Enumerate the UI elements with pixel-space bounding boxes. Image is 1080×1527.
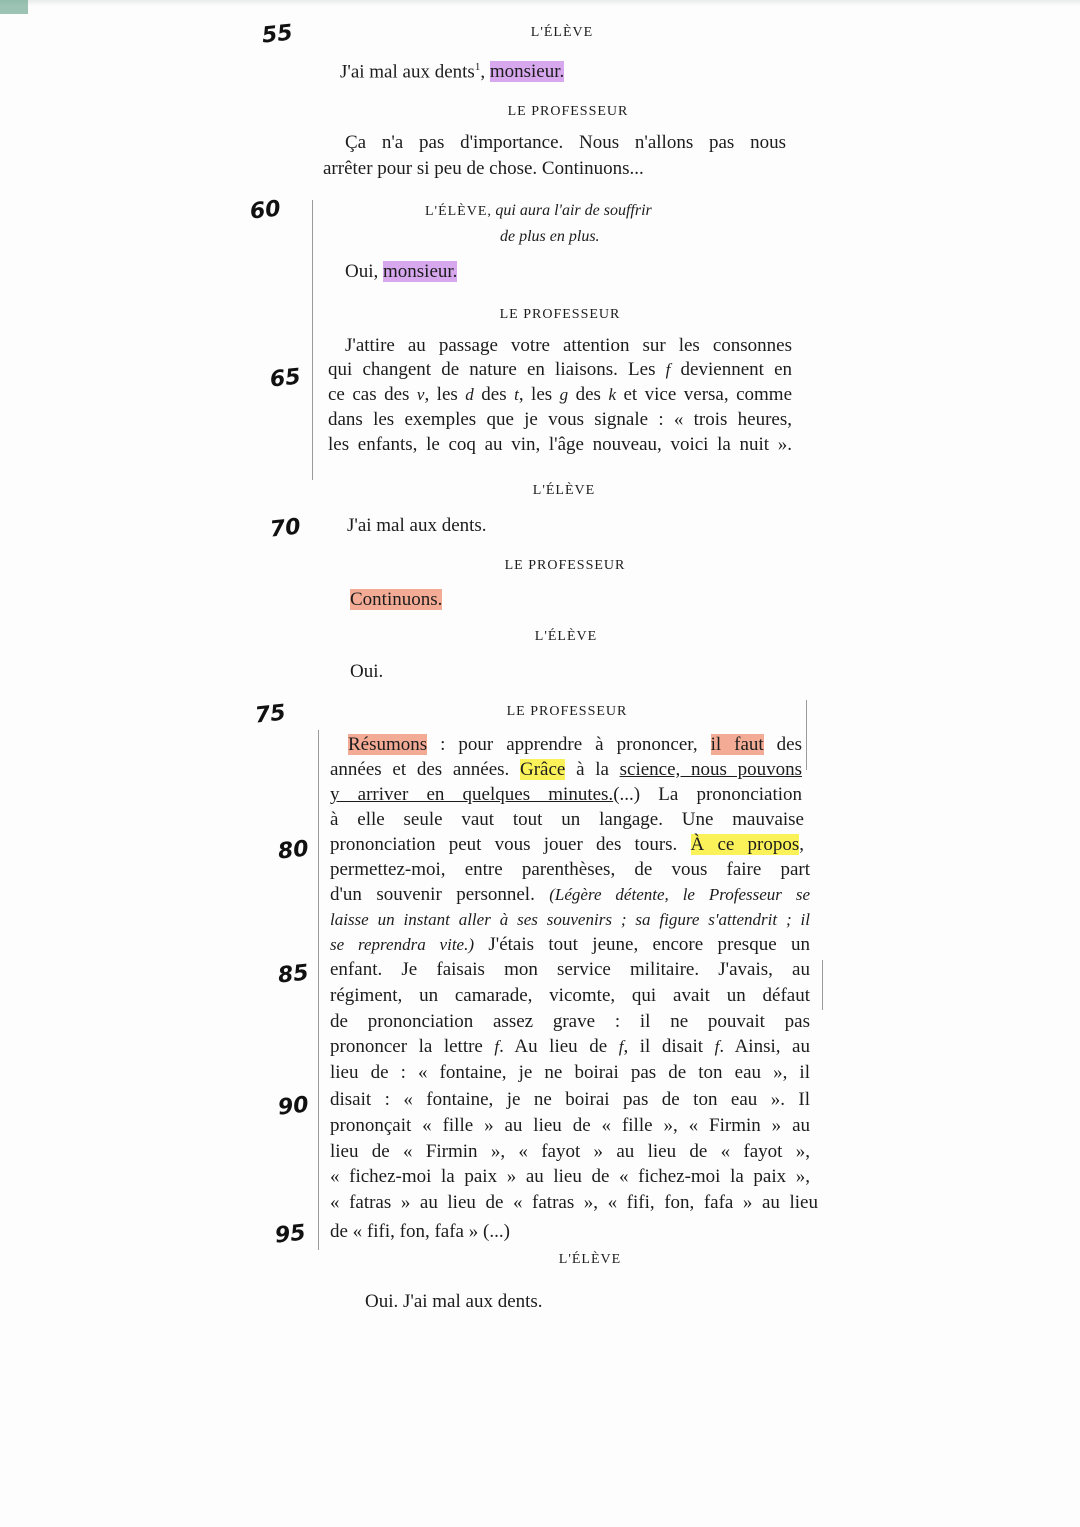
- margin-line: [822, 960, 823, 1010]
- text-line: [330, 984, 810, 1008]
- text-line: [330, 1114, 810, 1138]
- text-segment: dans les exemples que je vous signale : « trois heures,: [328, 409, 792, 430]
- text-line: [350, 588, 442, 612]
- text-segment: des: [763, 734, 802, 755]
- text-line: [328, 433, 792, 457]
- text-line: [330, 1088, 810, 1112]
- text-line: [345, 334, 792, 358]
- text-segment: lieu de « Firmin », « fayot » au lieu de « fayot »,: [330, 1141, 810, 1162]
- highlighted-text: monsieur.: [383, 261, 458, 282]
- text-line: [330, 1035, 810, 1059]
- scan-edge-corner: [0, 0, 28, 14]
- line-number: 75: [253, 700, 287, 729]
- text-line: [330, 958, 810, 982]
- text-segment: et vice versa, comme: [615, 384, 793, 405]
- speaker-heading: L'ÉLÈVE: [558, 1252, 622, 1267]
- text-line: [328, 408, 792, 432]
- text-segment: disait : « fontaine, je ne boirai pas de ton eau ». Il: [330, 1089, 810, 1110]
- speaker-heading: L'ÉLÈVE: [534, 629, 598, 644]
- text-segment: prononciation peut vous jouer des tours.: [330, 834, 691, 855]
- text-segment: Oui,: [345, 261, 383, 282]
- text-segment: Ça n'a pas d'importance. Nous n'allons pas nous: [345, 132, 786, 153]
- text-line: [330, 1191, 818, 1215]
- text-segment: (Légère détente, le Professeur se: [549, 885, 811, 904]
- line-number: 55: [260, 20, 294, 49]
- text-segment: . Au lieu de: [499, 1036, 619, 1057]
- text-segment: , les: [518, 384, 560, 405]
- text-segment: g: [559, 385, 569, 404]
- text-segment: lieu de : « fontaine, je ne boirai pas de ton eau », il: [330, 1062, 810, 1083]
- footnote-marker: 1: [474, 61, 481, 73]
- margin-line: [318, 730, 319, 1250]
- text-segment: f: [665, 360, 671, 379]
- text-segment: Oui. J'ai mal aux dents.: [365, 1291, 543, 1312]
- text-segment: à elle seule vaut tout un langage. Une mauvaise: [330, 809, 804, 830]
- underlined-text: y arriver en quelques minutes.: [330, 784, 614, 805]
- text-segment: régiment, un camarade, vicomte, qui avait un défaut: [330, 985, 810, 1006]
- text-segment: enfant. Je faisais mon service militaire. J'avais, au: [330, 959, 810, 980]
- text-segment: d: [465, 385, 474, 404]
- text-segment: « fatras » au lieu de « fatras », « fifi, fon, fafa » au lieu: [330, 1192, 818, 1213]
- speaker-heading: LE PROFESSEUR: [499, 307, 621, 322]
- text-line: [347, 514, 487, 538]
- text-segment: Oui.: [350, 661, 384, 682]
- text-segment: J'étais tout jeune, encore presque un: [474, 934, 810, 955]
- text-line: [330, 758, 802, 782]
- speaker-heading: L'ÉLÈVE: [530, 25, 594, 40]
- line-number: 65: [268, 364, 302, 393]
- highlighted-text: Grâce: [520, 759, 566, 780]
- speaker-heading: L'ÉLÈVE: [532, 483, 596, 498]
- scan-edge: [0, 0, 1080, 6]
- highlighted-text: Continuons.: [350, 589, 443, 610]
- margin-line: [806, 700, 807, 770]
- text-segment: permettez-moi, entre parenthèses, de vous faire part: [330, 859, 810, 880]
- highlighted-text: Résumons: [348, 734, 428, 755]
- text-line: [365, 1290, 543, 1314]
- text-line: [330, 783, 802, 807]
- text-segment: . Ainsi, au: [719, 1036, 810, 1057]
- text-line: [330, 833, 804, 857]
- text-line: [328, 358, 792, 382]
- line-number: 85: [276, 960, 310, 989]
- text-segment: arrêter pour si peu de chose. Continuons...: [323, 158, 644, 179]
- speaker-name: L'ÉLÈVE,: [425, 204, 492, 219]
- stage-direction: [425, 202, 652, 220]
- line-number: 90: [276, 1092, 310, 1121]
- text-segment: des: [568, 384, 609, 405]
- text-line: [330, 1165, 810, 1189]
- speaker-heading: LE PROFESSEUR: [506, 704, 628, 719]
- text-segment: d'un souvenir personnel.: [330, 884, 550, 905]
- text-line: [340, 55, 564, 84]
- highlighted-text: monsieur.: [489, 61, 565, 83]
- text-segment: : pour apprendre à prononcer,: [427, 734, 711, 755]
- text-segment: les enfants, le coq au vin, l'âge nouveau, voici la nuit ».: [328, 434, 792, 455]
- text-segment: années et des années.: [330, 759, 520, 780]
- text-segment: J'attire au passage votre attention sur les consonnes: [345, 335, 792, 356]
- text-line: [345, 260, 457, 284]
- text-segment: v: [416, 385, 425, 404]
- text-segment: à la: [565, 759, 620, 780]
- text-segment: laisse un instant aller à ses souvenirs ; sa figure s'attendrit ; il: [330, 910, 810, 929]
- line-number: 95: [273, 1220, 307, 1249]
- line-number: 80: [276, 836, 310, 865]
- text-line: [350, 660, 383, 684]
- text-segment: k: [608, 385, 616, 404]
- text-segment: ,: [799, 834, 804, 855]
- highlighted-text: À ce propos: [690, 834, 800, 855]
- text-line: [330, 1010, 810, 1034]
- speaker-heading: LE PROFESSEUR: [504, 558, 626, 573]
- text-line: [323, 157, 644, 181]
- margin-line: [312, 200, 313, 480]
- text-segment: f: [618, 1037, 624, 1056]
- text-segment: t: [514, 385, 519, 404]
- text-segment: « fichez-moi la paix » au lieu de « fichez-moi la paix »,: [330, 1166, 810, 1187]
- text-segment: , les: [424, 384, 466, 405]
- stage-direction-text: de plus en plus.: [500, 228, 600, 245]
- line-number: 60: [248, 196, 282, 225]
- text-segment: des: [473, 384, 515, 405]
- text-segment: ce cas des: [328, 384, 417, 405]
- text-line: [330, 1140, 810, 1164]
- text-segment: La prononciation: [640, 784, 802, 805]
- text-line: [348, 733, 802, 757]
- text-segment: deviennent en: [670, 359, 793, 380]
- speaker-heading: LE PROFESSEUR: [507, 104, 629, 119]
- highlighted-text: il faut: [710, 734, 764, 755]
- text-line: [330, 858, 810, 882]
- text-segment: , il disait: [623, 1036, 715, 1057]
- text-segment: prononcer la lettre: [330, 1036, 495, 1057]
- stage-direction-text: qui aura l'air de souffrir: [495, 202, 652, 219]
- text-segment: J'ai mal aux dents: [340, 61, 475, 83]
- text-line: [328, 383, 792, 407]
- text-segment: ,: [480, 61, 490, 83]
- text-line: [330, 1220, 510, 1244]
- text-segment: J'ai mal aux dents.: [347, 515, 487, 536]
- text-line: [330, 883, 810, 907]
- stage-direction: [500, 228, 600, 246]
- text-segment: se reprendra vite.): [330, 935, 475, 954]
- text-segment: f: [714, 1037, 720, 1056]
- text-line: [345, 131, 786, 155]
- text-segment: (...): [613, 784, 641, 805]
- text-line: [330, 908, 810, 932]
- text-segment: qui changent de nature en liaisons. Les: [328, 359, 666, 380]
- text-line: [330, 1061, 810, 1085]
- text-line: [330, 933, 810, 957]
- line-number: 70: [268, 514, 302, 543]
- text-segment: f: [494, 1037, 500, 1056]
- text-segment: de « fifi, fon, fafa » (...): [330, 1221, 510, 1242]
- text-segment: prononçait « fille » au lieu de « fille », « Firmin » au: [330, 1115, 810, 1136]
- underlined-text: science, nous pouvons: [619, 759, 802, 780]
- text-line: [330, 808, 804, 832]
- text-segment: de prononciation assez grave : il ne pouvait pas: [330, 1011, 810, 1032]
